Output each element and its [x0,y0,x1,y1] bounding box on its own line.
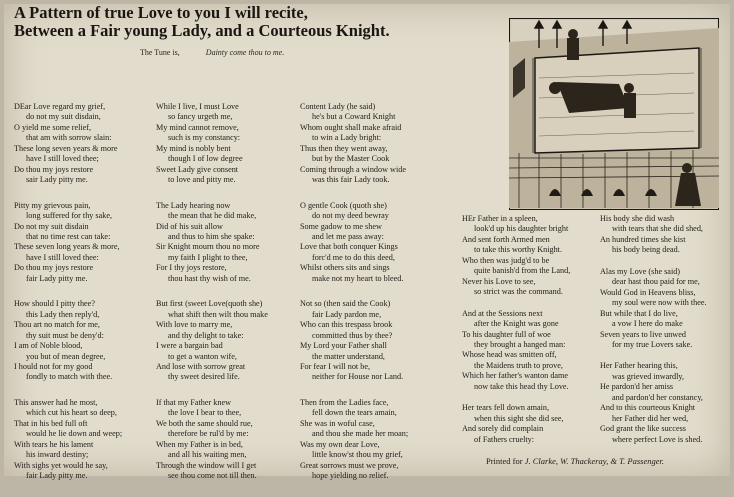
stanza [156,102,268,186]
stanza [14,201,122,285]
verse-column-3 [300,102,408,497]
verse-line: with tears that she did shed, [612,224,703,234]
verse-line: Love that both conquer Kings [300,242,398,252]
verse-line: do not my deed bewray [312,211,389,221]
verse-line: Who can this trespass brook [300,320,393,330]
verse-line: To his daughter full of woe [462,329,551,339]
verse-line: Sir Knight mourn thou no more [156,242,260,252]
verse-line: where perfect Love is shed. [612,434,703,444]
stanza [300,201,408,285]
verse-line: Which her father's wanton dame [462,371,569,381]
verse-line: and thy delight to take: [168,330,244,340]
stanza [300,398,408,482]
verse-line: Her Father hearing this, [600,361,678,371]
verse-line: And sent forth Armed men [462,234,550,244]
verse-line: My mind cannot remove, [156,122,239,132]
verse-line: Then from the Ladies face, [300,397,389,407]
verse-line: Do thou my joys restore [14,164,94,174]
verse-line: his inward destiny; [26,450,89,460]
title-line-1: A Pattern of true Love to you I will recite, [14,3,308,22]
verse-line: Great sorrows must we prove, [300,460,399,470]
verse-line: hope yielding no relief. [312,471,389,481]
verse-line: Did of his suit allow [156,221,223,231]
verse-line: do not my suit disdain, [26,112,101,122]
verse-line: But while that I do live, [600,308,678,318]
verse-line: and let me pass away: [312,231,384,241]
stanza [156,398,268,482]
title-line-2: Between a Fair young Lady, and a Courteous Knight. [14,21,390,40]
verse-line: And lose with sorrow great [156,361,246,371]
verse-column-2 [156,102,268,497]
verse-line: Seven years to live unwed [600,329,686,339]
ballad-title [14,4,390,40]
tune-note [140,48,284,57]
verse-line: Whose head was smitten off, [462,350,557,360]
verse-line: Would God in Heavens bliss, [600,287,696,297]
verse-line: the love I bear to thee, [168,408,242,418]
verse-line: With sighs yet would he say, [14,460,108,470]
printer-names: J. Clarke, W. Thackeray, & T. Passenger. [524,456,665,466]
verse-line: With love to marry me, [156,320,233,330]
verse-line: His body she did wash [600,214,675,223]
verse-line: The Lady hearing now [156,200,231,210]
stanza [14,102,122,186]
stanza [300,102,408,186]
verse-line: and thus to him she spake: [168,231,255,241]
verse-line: but by the Master Cook [312,154,390,164]
verse-line: thou hast thy wish of me. [168,273,251,283]
verse-line: thy sweet desired life. [168,372,240,382]
verse-line: my faith I plight to thee, [168,252,248,262]
verse-line: see thou come not till then. [168,471,257,481]
verse-line: so strict was the command. [474,287,563,297]
verse-line: so fancy urgeth me, [168,112,233,122]
verse-line: little know'st thou my grief, [312,450,403,460]
verse-line: they brought a hanged man: [474,339,566,349]
verse-column-5 [600,214,707,456]
verse-line: what shift then wilt thou make [168,309,268,319]
verse-line: While I live, I must Love [156,102,239,111]
verse-line: O yield me some relief, [14,122,92,132]
verse-line: that no time rest can take: [26,231,111,241]
verse-line: and pardon'd her constancy, [612,392,703,402]
stanza [600,361,707,445]
verse-line: With tears he his lament [14,439,94,449]
broadside-sheet [4,3,730,481]
verse-line: Never his Love to see, [462,276,536,286]
verse-line: a vow I here do make [612,319,683,329]
verse-line: These seven long years & more, [14,242,120,252]
verse-line: fair Lady pitty me. [26,471,88,481]
verse-column-4 [462,214,570,456]
verse-line: Pitty my grievous pain, [14,200,91,210]
verse-line: would he lie down and weep; [26,429,123,439]
verse-line: Do not my suit disdain [14,221,89,231]
verse-line: quite banish'd from the Land, [474,266,571,276]
verse-line: If that my Father knew [156,397,232,407]
verse-line: long suffered for thy sake, [26,211,113,221]
verse-line: you but of mean degree, [26,351,106,361]
stanza [14,398,122,482]
verse-line: An hundred times she kist [600,234,686,244]
verse-line: which cut his heart so deep, [26,408,117,418]
verse-line: fair Lady pardon me, [312,309,382,319]
stanza [300,299,408,383]
verse-line: look'd up his daughter bright [474,224,569,234]
printer-prefix: Printed for [486,456,523,466]
verse-line: neither for House nor Land. [312,372,404,382]
verse-line: Sweet Lady give consent [156,164,239,174]
stanza [600,267,707,351]
verse-line: to win a Lady bright: [312,133,382,143]
verse-line: after the Knight was gone [474,319,559,329]
verse-line: for my true Lovers sake. [612,339,693,349]
verse-line: the matter understand, [312,351,385,361]
verse-line: DEar Love regard my grief, [14,102,106,111]
verse-line: This answer had he most, [14,397,98,407]
verse-line: to get a wanton wife, [168,351,237,361]
verse-line: fondly to match with thee. [26,372,113,382]
verse-line: Whom ought shall make afraid [300,122,402,132]
verse-line: her Father did her wed, [612,413,689,423]
verse-line: Not so (then said the Cook) [300,299,391,309]
verse-line: have I still loved thee: [26,252,99,262]
verse-line: he's but a Coward Knight [312,112,396,122]
verse-line: though I of low degree [168,154,243,164]
verse-line: Was my own dear Love, [300,439,380,449]
stanza [462,403,570,445]
stanza [156,299,268,383]
verse-line: fell down the tears amain, [312,408,397,418]
verse-line: Coming through a window wide [300,164,406,174]
verse-line: the Maidens truth to prove, [474,360,563,370]
verse-line: now take this head thy Love. [474,381,569,391]
verse-line: when this sight she did see, [474,413,564,423]
verse-line: I am of Noble blood, [14,341,83,351]
verse-line: Alas my Love (she said) [600,266,681,276]
verse-line: such is my constancy: [168,133,241,143]
verse-line: For I thy joys restore, [156,263,227,273]
verse-line: These long seven years & more [14,143,118,153]
stanza [14,299,122,383]
woodcut-illustration [509,18,719,210]
verse-line: sair Lady pitty me. [26,175,88,185]
verse-line: And sorely did complain [462,424,544,434]
printer-imprint [486,456,664,466]
stanza [462,214,570,298]
verse-line: God grant the like success [600,424,686,434]
verse-line: For fear I will not be, [300,361,371,371]
verse-line: that am with sorrow slain: [26,133,112,143]
stanza [156,201,268,285]
verse-line: was grieved inwardly, [612,371,684,381]
verse-line: Thou art no match for me, [14,320,100,330]
verse-line: have I still loved thee; [26,154,99,164]
verse-line: this Lady then reply'd, [26,309,100,319]
verse-line: of Fathers cruelty: [474,434,535,444]
verse-line: to take this worthy Knight. [474,245,563,255]
verse-line: thy suit must be deny'd: [26,330,104,340]
verse-line: We both the same should rue, [156,418,253,428]
verse-line: forc'd me to do this deed, [312,252,395,262]
verse-line: Whilst others sits and sings [300,263,390,273]
verse-line: Some gadow to me shew [300,221,382,231]
verse-line: O gentle Cook (quoth she) [300,200,387,210]
verse-line: HEr Father in a spleen, [462,214,538,223]
verse-line: When my Father is in bed, [156,439,243,449]
verse-line: Her tears fell down amain, [462,403,550,413]
verse-line: dear hast thou paid for me, [612,277,700,287]
verse-line: Who then was judg'd to be [462,255,550,265]
verse-line: My Lord your Father shall [300,341,387,351]
verse-line: I were a bargain bad [156,341,223,351]
verse-line: My mind is nobly bent [156,143,231,153]
verse-line: She was in woful case, [300,418,375,428]
verse-line: That in his bed full oft [14,418,88,428]
stanza [600,214,707,256]
stanza [462,309,570,393]
verse-line: And to this courteous Knight [600,403,696,413]
verse-line: Do thou my joys restore [14,263,94,273]
verse-line: his body being dead. [612,245,680,255]
verse-line: But first (sweet Love(quoth she) [156,299,263,309]
tune-name: Dainty come thou to me. [205,48,285,57]
verse-line: to love and pitty me. [168,175,236,185]
verse-line: was this fair Lady took. [312,175,390,185]
verse-line: my soul were now with thee. [612,298,707,308]
verse-line: and all his waiting men, [168,450,247,460]
verse-line: I hould not for my good [14,361,93,371]
verse-line: and thou she made her moan; [312,429,409,439]
verse-line: the mean that he did make, [168,211,257,221]
verse-line: Through the window will I get [156,460,257,470]
verse-line: therefore be rul'd by me: [168,429,249,439]
tune-label: The Tune is, [140,48,180,57]
verse-line: make not my heart to bleed. [312,273,404,283]
verse-line: He pardon'd her amiss [600,382,674,392]
verse-line: Thus then they went away, [300,143,388,153]
verse-line: Content Lady (he said) [300,102,376,111]
verse-line: fair Lady pitty me. [26,273,88,283]
verse-line: committed thus by thee? [312,330,393,340]
verse-line: And at the Sessions next [462,308,543,318]
verse-line: How should I pitty thee? [14,299,95,309]
verse-column-1 [14,102,122,497]
